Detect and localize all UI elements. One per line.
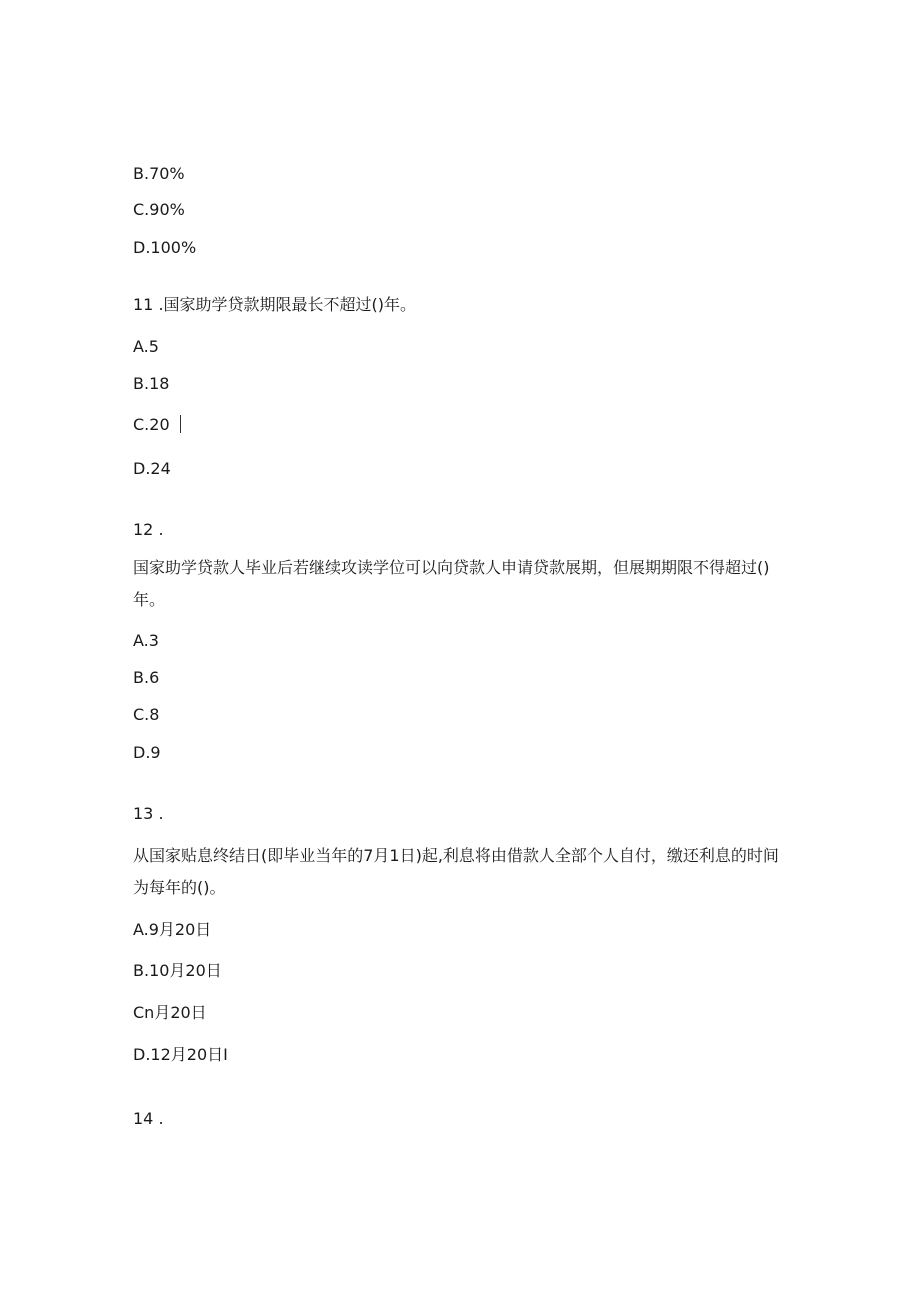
text-cursor-mark — [180, 415, 181, 433]
question-number: 12 . — [133, 520, 164, 539]
option-c: C.20 — [133, 415, 170, 434]
option-a: A.5 — [133, 337, 159, 356]
option-b: B.10月20日 — [133, 961, 222, 980]
option-c: C.90% — [133, 200, 185, 219]
question-stem: 国家助学贷款人毕业后若继续攻读学位可以向贷款人申请贷款展期，但展期期限不得超过()年。 — [133, 558, 770, 609]
question-stem: 从国家贴息终结日(即毕业当年的7月1日)起,利息将由借款人全部个人自付，缴还利息的时间为每年的()。 — [133, 846, 779, 897]
option-a: A.3 — [133, 631, 159, 650]
option-d: D.24 — [133, 459, 171, 478]
option-b: B.6 — [133, 668, 160, 687]
option-c: C.8 — [133, 705, 160, 724]
option-d: D.12月20日I — [133, 1045, 228, 1064]
option-c: Cn月20日 — [133, 1003, 207, 1022]
option-d: D.100% — [133, 238, 197, 257]
question-stem: 11 .国家助学贷款期限最长不超过()年。 — [133, 295, 417, 314]
option-b: B.70% — [133, 164, 185, 183]
option-c-row — [133, 415, 181, 435]
option-a: A.9月20日 — [133, 920, 212, 939]
question-number: 14 . — [133, 1109, 164, 1128]
option-b: B.18 — [133, 374, 170, 393]
option-d: D.9 — [133, 743, 161, 762]
question-number: 13 . — [133, 804, 164, 823]
